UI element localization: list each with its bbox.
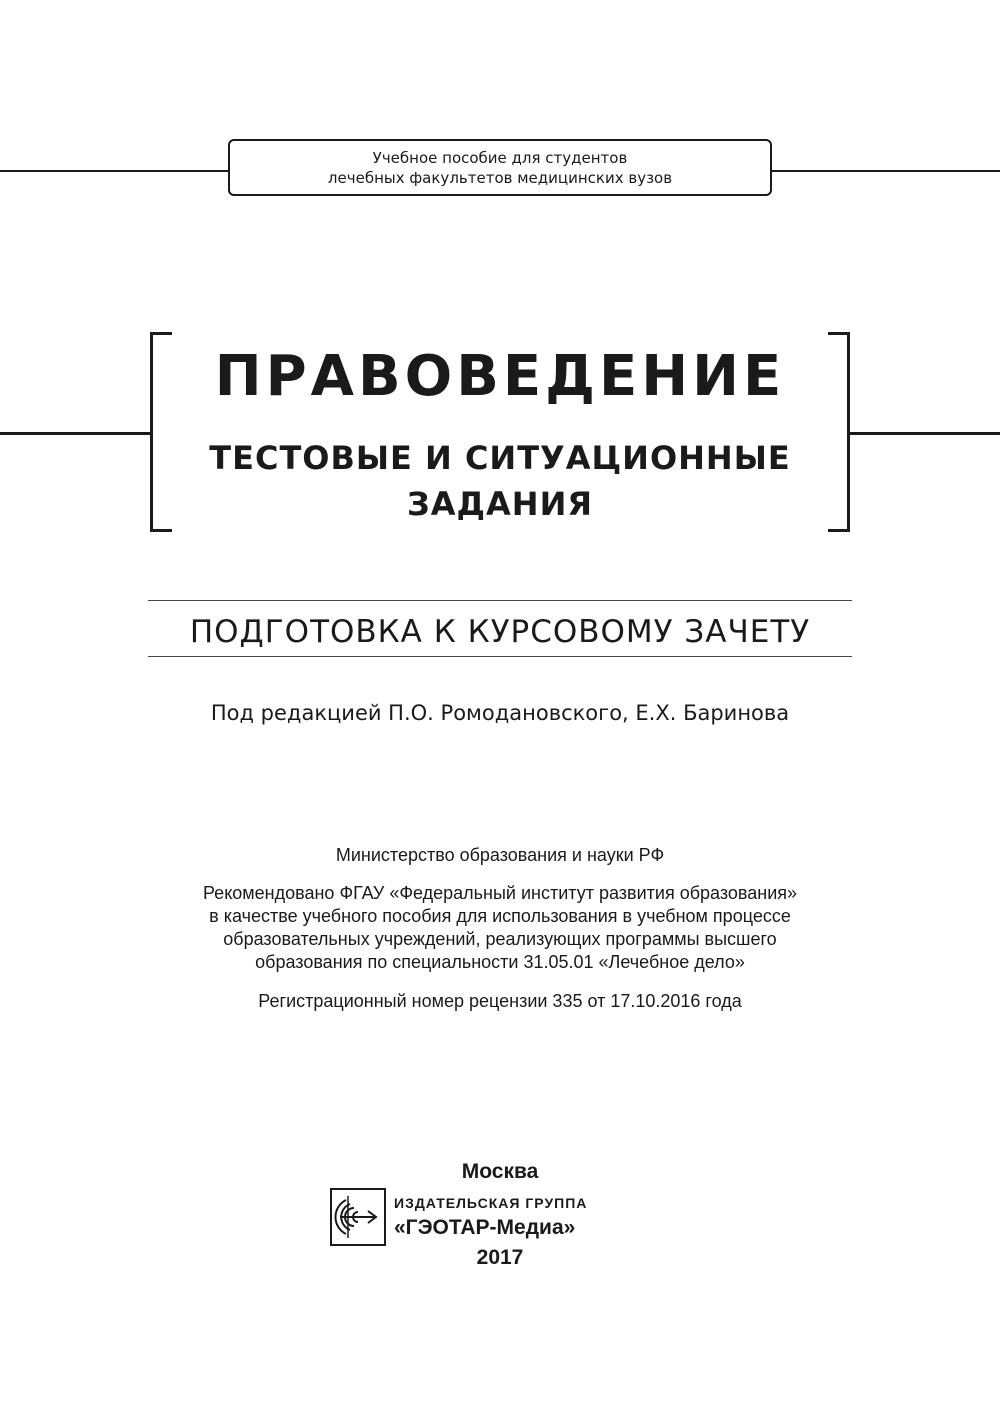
subtitle-rule-top bbox=[148, 600, 852, 601]
title-bracket-right bbox=[828, 332, 850, 532]
recommendation-line-4: образования по специальности 31.05.01 «Лечебное дело» bbox=[255, 952, 745, 972]
subtitle-rule-bottom bbox=[148, 656, 852, 657]
book-subtitle-line-1: ТЕСТОВЫЕ И СИТУАЦИОННЫЕ bbox=[209, 439, 791, 477]
geotar-logo-icon bbox=[330, 1188, 386, 1246]
imprint-city: Москва bbox=[461, 1160, 539, 1183]
publisher-name: «ГЭОТАР-Медиа» bbox=[394, 1216, 576, 1239]
recommendation-line-3: образовательных учреждений, реализующих программы высшего bbox=[223, 929, 777, 949]
title-rule-right bbox=[850, 432, 1000, 435]
title-rule-left bbox=[0, 432, 150, 435]
recommendation-line-2: в качестве учебного пособия для использования в учебном процессе bbox=[209, 906, 791, 926]
series-line-1: Учебное пособие для студентов bbox=[372, 148, 628, 167]
course-subtitle: ПОДГОТОВКА К КУРСОВОМУ ЗАЧЕТУ bbox=[189, 614, 811, 650]
series-box bbox=[228, 139, 772, 196]
book-title: ПРАВОВЕДЕНИЕ bbox=[214, 344, 786, 409]
editors-line: Под редакцией П.О. Ромодановского, Е.Х. Баринова bbox=[210, 701, 790, 725]
ministry-line: Министерство образования и науки РФ bbox=[335, 845, 665, 865]
registration-line: Регистрационный номер рецензии 335 от 17.10.2016 года bbox=[258, 991, 742, 1011]
series-line-2: лечебных факультетов медицинских вузов bbox=[327, 168, 673, 187]
publisher-group-label: ИЗДАТЕЛЬСКАЯ ГРУППА bbox=[394, 1195, 588, 1211]
title-bracket-left bbox=[150, 332, 172, 532]
book-subtitle-line-2: ЗАДАНИЯ bbox=[407, 485, 593, 523]
imprint-year: 2017 bbox=[476, 1246, 524, 1269]
series-rule-right bbox=[772, 170, 1000, 172]
recommendation-line-1: Рекомендовано ФГАУ «Федеральный институт развития образования» bbox=[202, 883, 798, 903]
series-rule-left bbox=[0, 170, 228, 172]
